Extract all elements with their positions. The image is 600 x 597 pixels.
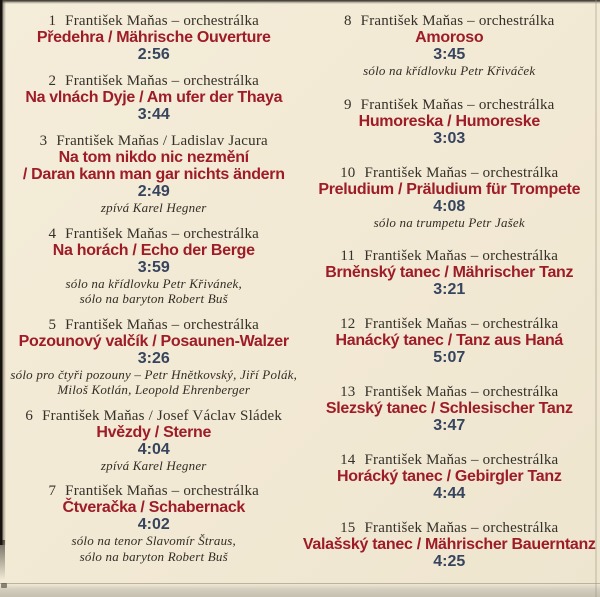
track-number: 7 [48, 483, 57, 499]
track-title: Hvězdy / Sterne [96, 423, 212, 441]
track-credit-line [6, 408, 302, 424]
track-composer: František Maňas – orchestrálka [364, 248, 559, 264]
track-item [302, 97, 598, 147]
tracklist-column-right [302, 7, 598, 584]
track-title: / Daran kann man gar nichts ändern [22, 166, 285, 183]
track-composer: František Maňas / Ladislav Jacura [56, 133, 268, 149]
track-item [302, 248, 598, 298]
track-number: 8 [343, 13, 352, 29]
track-number: 11 [340, 248, 356, 264]
track-duration: 2:49 [137, 183, 170, 200]
track-item [6, 226, 302, 307]
track-composer: František Maňas – orchestrálka [65, 13, 260, 29]
track-title: Amoroso [415, 29, 484, 46]
track-duration: 3:47 [433, 417, 466, 434]
track-number: 12 [340, 316, 356, 332]
track-item [6, 408, 302, 474]
track-credit-line [302, 165, 598, 181]
track-note: Miloš Kotlán, Leopold Ehrenberger [57, 382, 251, 397]
track-duration: 3:44 [137, 106, 170, 123]
track-credit-line [302, 520, 598, 536]
track-duration: 2:56 [137, 46, 170, 63]
track-note: sólo na křídlovku Petr Křiváček [363, 63, 536, 78]
track-note: sólo na trumpetu Petr Jašek [373, 214, 525, 230]
track-item [6, 133, 302, 216]
track-title: Na tom nikdo nic nezmění [58, 149, 249, 166]
track-item [302, 384, 598, 434]
track-note: sólo na baryton Robert Buš [79, 291, 228, 306]
track-note: zpívá Karel Hegner [100, 457, 207, 473]
track-title: Předehra / Mährische Ouverture [36, 29, 271, 46]
track-duration: 4:08 [433, 197, 466, 215]
tracklist [6, 7, 597, 584]
track-number: 4 [48, 225, 57, 242]
track-duration: 4:44 [433, 485, 466, 502]
scan-edge-top [0, 0, 600, 4]
track-duration: 5:07 [433, 349, 466, 366]
track-note: sólo pro čtyři pozouny – Petr Hnětkovský, Jiří Polák, [10, 366, 298, 382]
track-credit-line [6, 483, 302, 499]
track-composer: František Maňas – orchestrálka [65, 73, 260, 89]
track-title: Humoreska / Humoreske [358, 112, 540, 130]
track-credit-line [6, 133, 302, 149]
track-composer: František Maňas / Josef Václav Sládek [42, 407, 283, 424]
track-composer: František Maňas – orchestrálka [65, 225, 260, 242]
scan-edge-bottom [0, 583, 600, 597]
track-number: 9 [343, 96, 352, 113]
track-number: 15 [340, 520, 356, 536]
track-note: zpívá Karel Hegner [100, 200, 207, 215]
track-composer: František Maňas – orchestrálka [364, 520, 559, 536]
track-number: 13 [340, 384, 356, 400]
track-credit-line [302, 452, 598, 468]
track-number: 10 [340, 164, 356, 181]
track-credit-line [302, 384, 598, 400]
track-title: Hanácký tanec / Tanz aus Haná [335, 332, 564, 349]
track-title: Brněnský tanec / Mährischer Tanz [325, 264, 574, 281]
track-item [302, 520, 598, 570]
track-duration: 4:04 [137, 440, 170, 458]
track-title: Pozounový valčík / Posaunen-Walzer [18, 332, 289, 350]
track-credit-line [302, 248, 598, 264]
track-credit-line [6, 226, 302, 242]
track-number: 3 [39, 133, 48, 149]
track-item [6, 13, 302, 63]
track-duration: 3:26 [137, 349, 170, 367]
track-composer: František Maňas – orchestrálka [364, 452, 559, 468]
track-title: Preludium / Präludium für Trompete [318, 180, 581, 198]
track-duration: 3:03 [433, 129, 466, 147]
track-composer: František Maňas – orchestrálka [65, 483, 260, 499]
track-credit-line [302, 13, 598, 29]
track-title: Horácký tanec / Gebirgler Tanz [336, 468, 562, 485]
track-item [302, 165, 598, 231]
track-title: Čtveračka / Schabernack [62, 499, 246, 516]
track-item [302, 316, 598, 366]
track-item [302, 452, 598, 502]
track-credit-line [6, 317, 302, 333]
track-title: Slezský tanec / Schlesischer Tanz [325, 400, 573, 417]
track-item [6, 73, 302, 123]
track-number: 14 [340, 452, 356, 468]
track-title: Na vlnách Dyje / Am ufer der Thaya [25, 89, 283, 106]
track-composer: František Maňas – orchestrálka [364, 316, 559, 332]
track-note: sólo na tenor Slavomír Štraus, [71, 533, 237, 548]
track-duration: 3:21 [433, 281, 466, 298]
track-composer: František Maňas – orchestrálka [360, 13, 555, 29]
track-item [6, 317, 302, 398]
track-composer: František Maňas – orchestrálka [364, 164, 559, 181]
track-credit-line [302, 97, 598, 113]
track-number: 5 [48, 316, 57, 333]
track-number: 2 [48, 73, 57, 89]
track-composer: František Maňas – orchestrálka [360, 96, 555, 113]
track-number: 1 [48, 13, 57, 29]
track-duration: 3:45 [433, 46, 466, 63]
track-item [6, 483, 302, 564]
track-credit-line [6, 13, 302, 29]
track-number: 6 [25, 407, 34, 424]
track-title: Valašský tanec / Mährischer Bauerntanz [302, 536, 596, 553]
track-composer: František Maňas – orchestrálka [65, 316, 260, 333]
track-item [302, 13, 598, 79]
track-duration: 3:59 [137, 258, 170, 276]
track-duration: 4:02 [137, 516, 170, 533]
tracklist-column-left [6, 7, 302, 584]
track-title: Na horách / Echo der Berge [52, 241, 255, 259]
track-note: sólo na křídlovku Petr Křivánek, [65, 275, 242, 291]
track-duration: 4:25 [433, 553, 466, 570]
track-credit-line [302, 316, 598, 332]
track-note: sólo na baryton Robert Buš [79, 548, 228, 564]
track-credit-line [6, 73, 302, 89]
track-composer: František Maňas – orchestrálka [364, 384, 559, 400]
